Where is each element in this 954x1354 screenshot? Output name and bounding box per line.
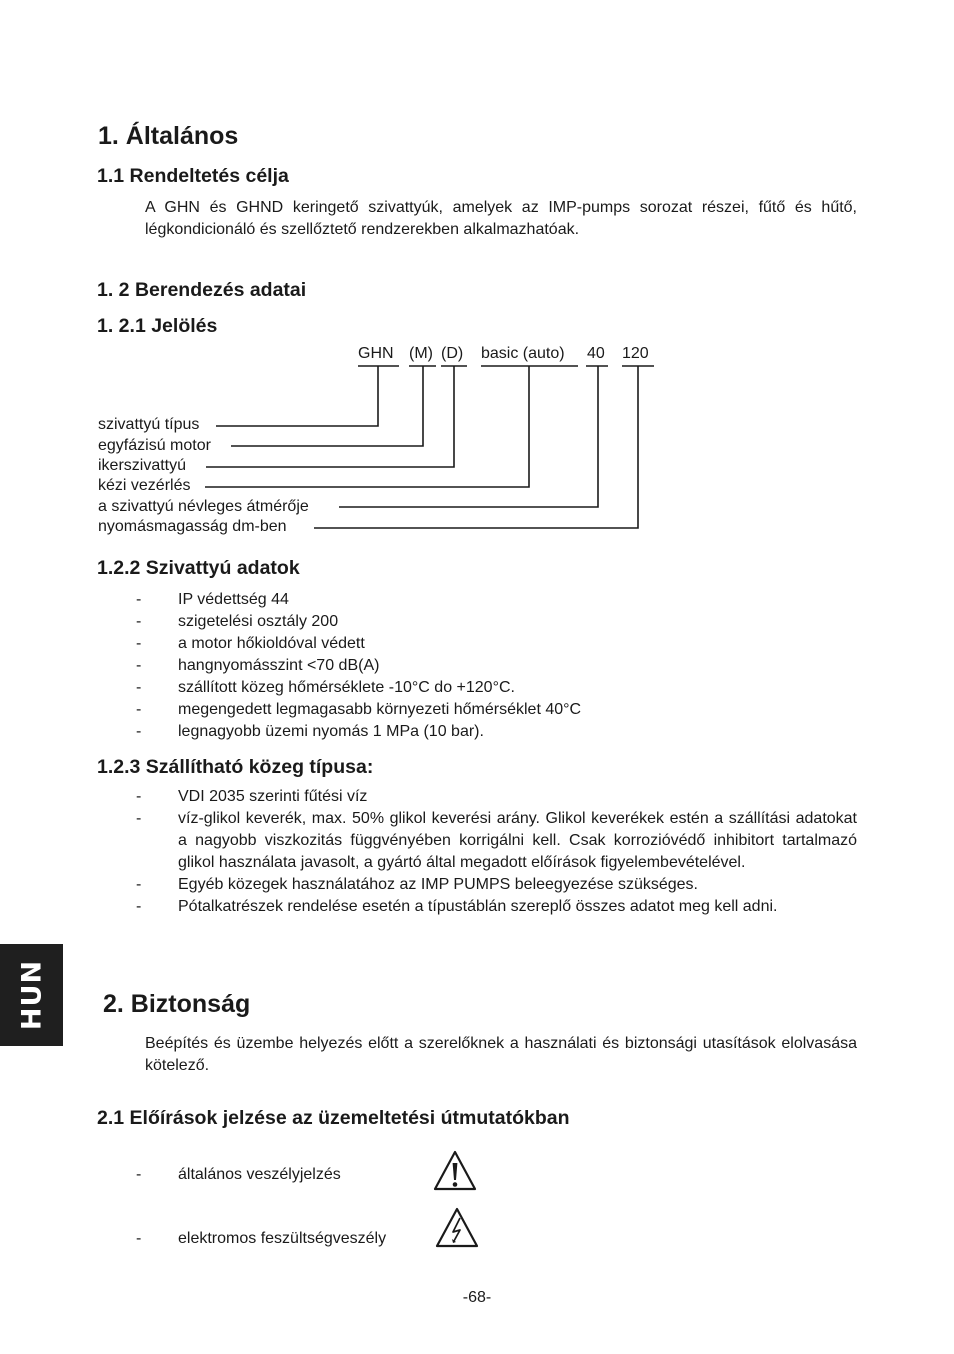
code-ghn: GHN (358, 345, 394, 362)
page-number: -68- (462, 1289, 492, 1306)
designation-leader-lines (0, 0, 954, 560)
code-m: (M) (409, 345, 433, 362)
list-item: - legnagyobb üzemi nyomás 1 MPa (10 bar). (136, 721, 857, 743)
section-1-title: 1. Általános (98, 122, 239, 150)
medium-type-list (136, 786, 857, 918)
dash: - (136, 1230, 142, 1247)
dash: - (136, 810, 142, 827)
dash: - (136, 679, 142, 696)
dash: - (136, 898, 142, 915)
section-2-title: 2. Biztonság (103, 990, 251, 1018)
label-head-dm: nyomásmagasság dm-ben (98, 518, 287, 535)
label-pump-type: szivattyú típus (98, 416, 200, 433)
label-nominal-diameter: a szivattyú névleges átmérője (98, 498, 309, 515)
list-item: - a motor hőkioldóval védett (136, 633, 857, 655)
code-d: (D) (441, 345, 464, 362)
dash: - (136, 657, 142, 674)
section-1-2-1-heading: 1. 2.1 Jelölés (97, 315, 218, 337)
list-item: - megengedett legmagasabb környezeti hőmérséklet 40°C (136, 699, 857, 721)
dash: - (136, 876, 142, 893)
list-item: - Egyéb közegek használatához az IMP PUMPS beleegyezése szükséges. (136, 874, 857, 896)
dash: - (136, 723, 142, 740)
dash: - (136, 591, 142, 608)
dash: - (136, 788, 142, 805)
list-item: - IP védettség 44 (136, 589, 857, 611)
section-1-1-text: A GHN és GHND keringető szivattyúk, amelyek az IMP-pumps sorozat részei, fűtő és hűtő, légkondicionáló és szellőztető rendzerekben alkalmazhatóak. (145, 199, 857, 238)
list-item: - szigetelési osztály 200 (136, 611, 857, 633)
section-1-2-heading: 1. 2 Berendezés adatai (97, 279, 307, 301)
electrical-hazard-icon (435, 1207, 479, 1248)
section-2-1-heading: 2.1 Előírások jelzése az üzemeltetési útmutatókban (97, 1107, 570, 1129)
code-40: 40 (587, 345, 605, 362)
dash: - (136, 701, 142, 718)
list-item: - szállított közeg hőmérséklete -10°C do +120°C. (136, 677, 857, 699)
label-single-phase-motor: egyfázisú motor (98, 437, 211, 454)
list-item: - VDI 2035 szerinti fűtési víz (136, 786, 857, 808)
section-1-2-2-heading: 1.2.2 Szivattyú adatok (97, 557, 300, 579)
section-1-1-heading: 1.1 Rendeltetés célja (97, 165, 289, 187)
language-tab-label: HUN (16, 959, 47, 1031)
section-1-2-3-heading: 1.2.3 Szállítható közeg típusa: (97, 756, 374, 778)
list-item: - víz-glikol keverék, max. 50% glikol keverési arány. Glikol keverékek estén a szállítási adatokat a nagyobb viszkozitás függvényében korrigálni kell. Csak korrozióvédő inhibitort tartalmazó glikol használata javasolt, a gyártó által megadott előírások figyelembevételével. (136, 810, 857, 871)
code-basic-auto: basic (auto) (481, 345, 565, 362)
label-manual-control: kézi vezérlés (98, 477, 191, 494)
dash: - (136, 635, 142, 652)
language-tab (0, 944, 63, 1046)
general-warning-label: általános veszélyjelzés (178, 1166, 341, 1183)
pump-data-list (136, 589, 857, 743)
general-warning-icon (433, 1150, 477, 1191)
electrical-hazard-label: elektromos feszültségveszély (178, 1230, 387, 1247)
code-120: 120 (622, 345, 649, 362)
list-item: - hangnyomásszint <70 dB(A) (136, 655, 857, 677)
label-twin-pump: ikerszivattyú (98, 457, 187, 474)
section-2-intro: Beépítés és üzembe helyezés előtt a szerelőknek a használati és biztonsági utasítások elolvasása kötelező. (145, 1035, 857, 1074)
dash: - (136, 1166, 142, 1183)
dash: - (136, 613, 142, 630)
list-item: - Pótalkatrészek rendelése esetén a típustáblán szereplő összes adatot meg kell adni. (136, 896, 857, 918)
